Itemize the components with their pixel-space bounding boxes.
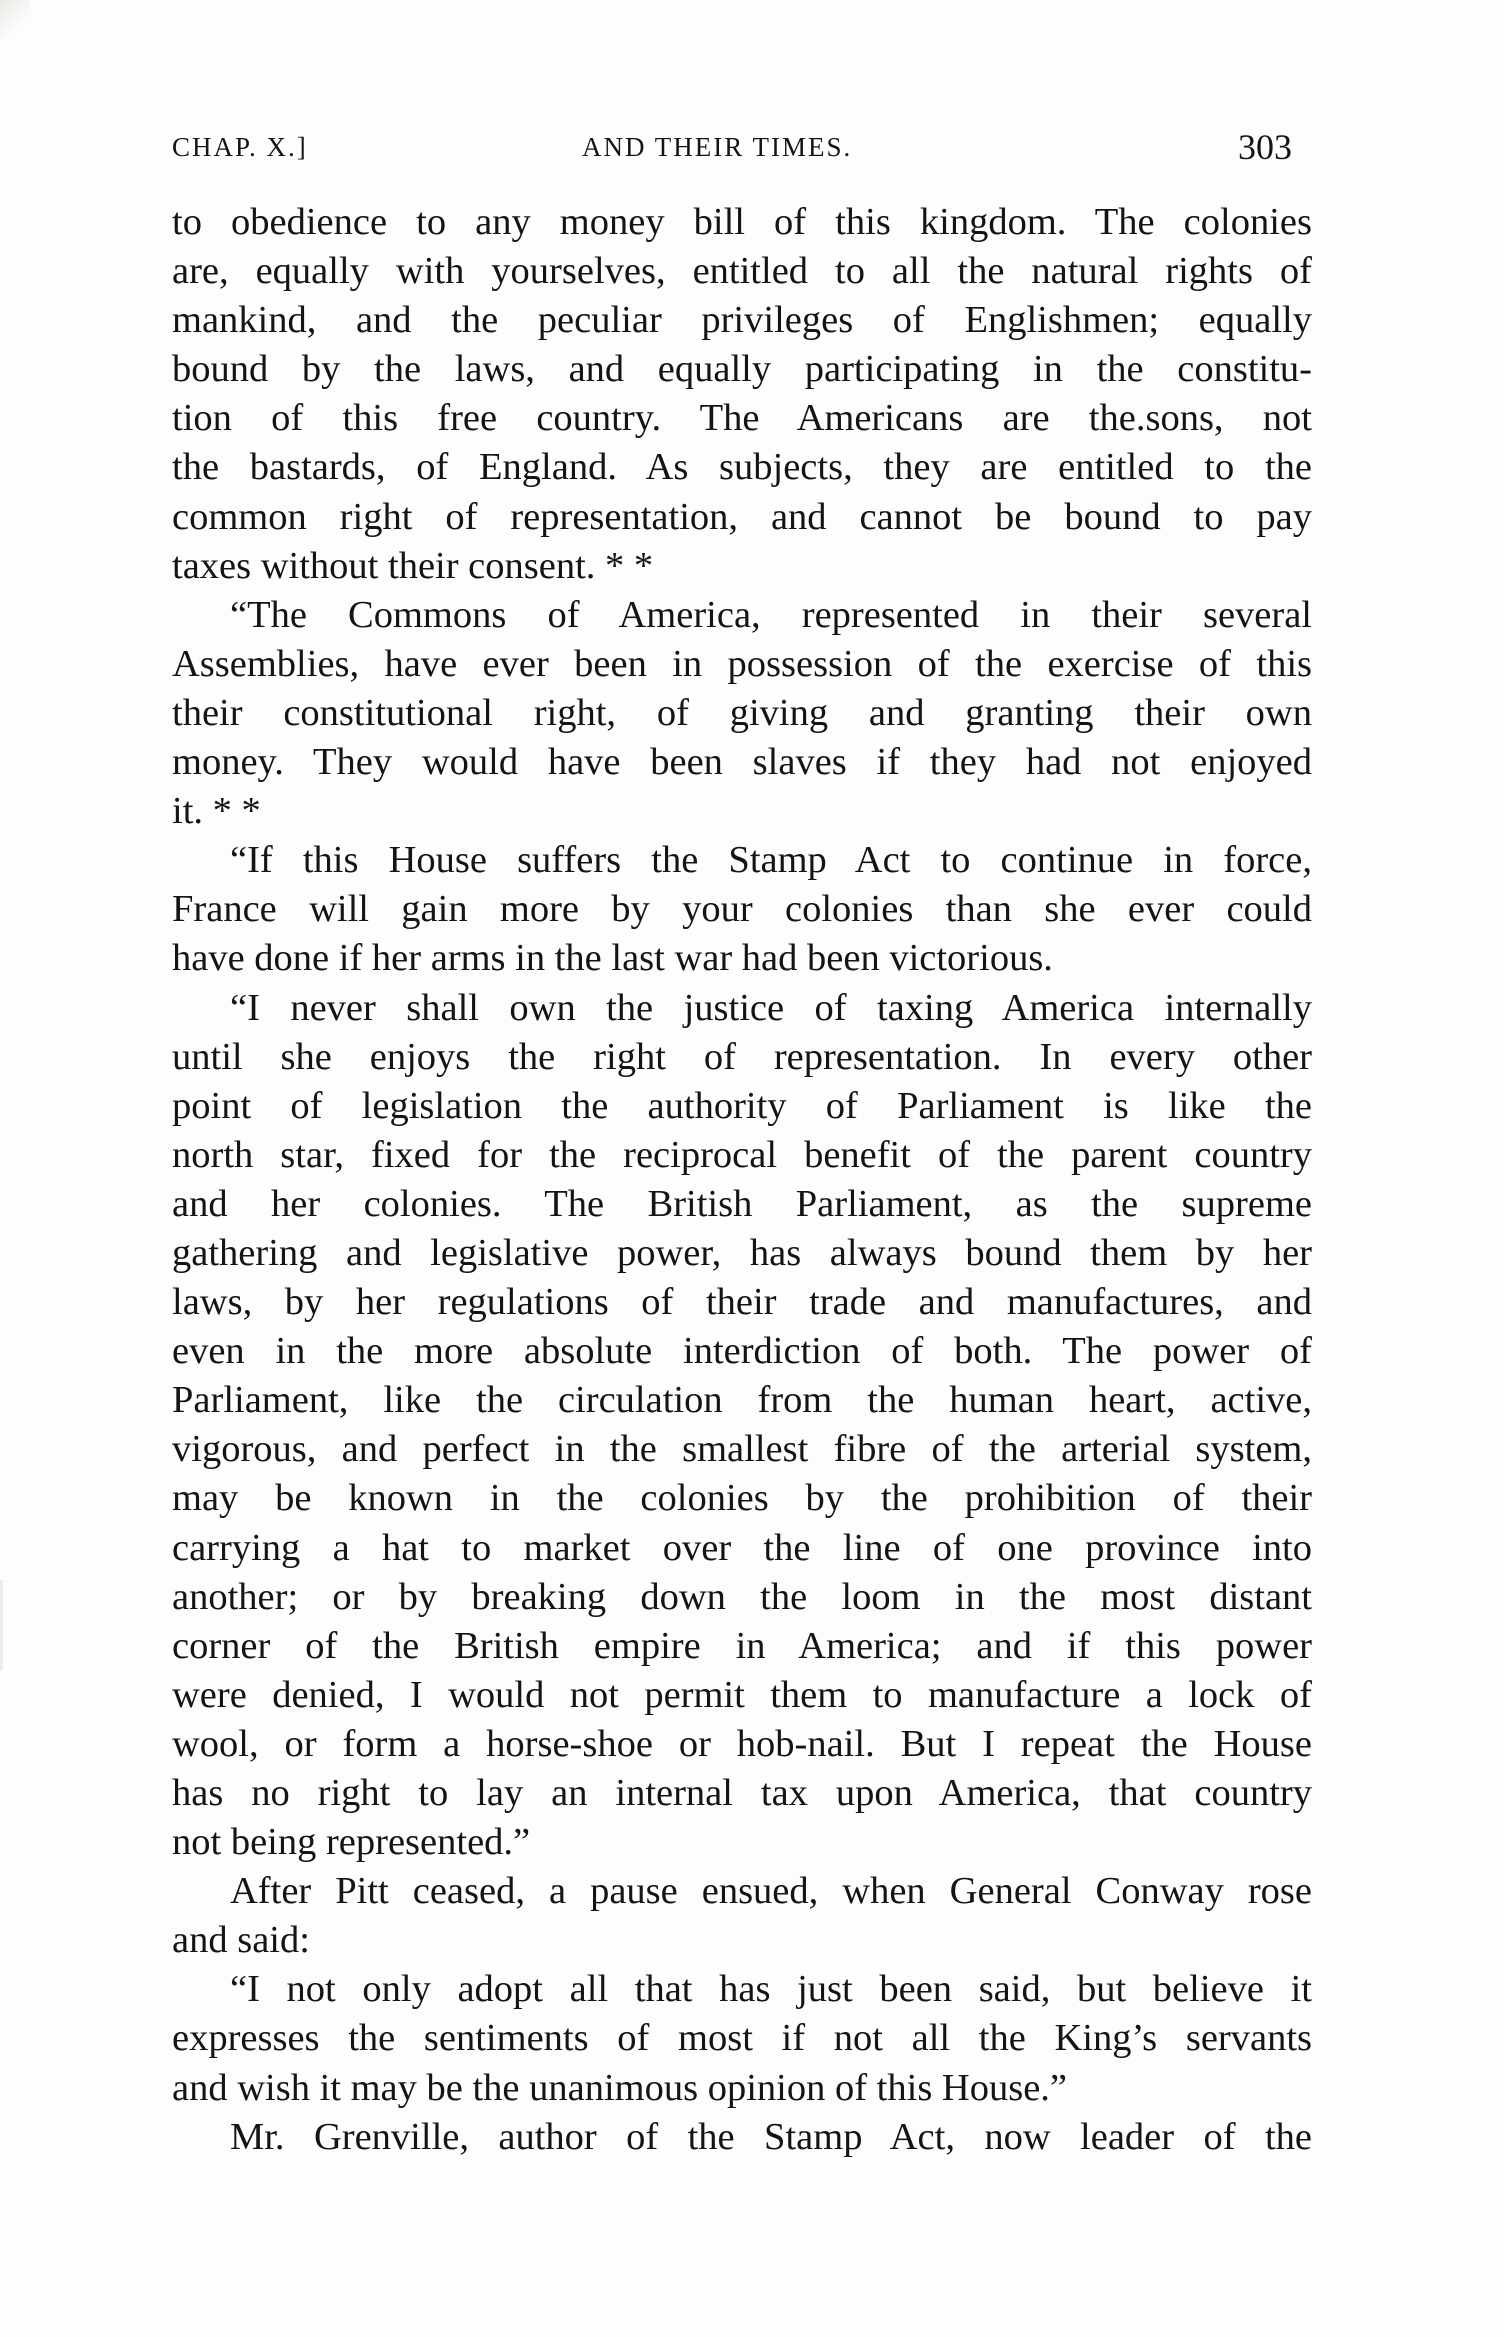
text-line: it. * * xyxy=(172,790,261,833)
text-line: their constitutional right, of giving and granting their own xyxy=(172,691,1312,734)
text-line: may be known in the colonies by the prohibition of their xyxy=(172,1477,1312,1520)
text-line: carrying a hat to market over the line of one province into xyxy=(172,1526,1312,1569)
text-line: After Pitt ceased, a pause ensued, when General Conway rose xyxy=(230,1870,1312,1913)
text-line: gathering and legislative power, has always bound them by her xyxy=(172,1231,1312,1274)
text-line: tion of this free country. The Americans are the.sons, not xyxy=(172,397,1312,440)
text-line: to obedience to any money bill of this kingdom. The colonies xyxy=(172,201,1312,243)
text-line: expresses the sentiments of most if not all the King’s servants xyxy=(172,2017,1312,2060)
text-line: has no right to lay an internal tax upon America, that country xyxy=(172,1772,1312,1814)
text-line: taxes without their consent. * * xyxy=(172,544,654,587)
running-title: AND THEIR TIMES. xyxy=(582,132,853,162)
running-header xyxy=(172,126,1312,176)
text-line: and her colonies. The British Parliament, as the supreme xyxy=(172,1182,1312,1225)
text-line: corner of the British empire in America; and if this power xyxy=(172,1624,1312,1667)
text-line: wool, or form a horse-shoe or hob-nail. But I repeat the House xyxy=(172,1722,1312,1765)
text-line: even in the more absolute interdiction of both. The power of xyxy=(172,1330,1312,1373)
text-line: “I not only adopt all that has just been said, but believe it xyxy=(230,1968,1312,2011)
text-line: have done if her arms in the last war had been victorious. xyxy=(172,937,1053,980)
text-line: common right of representation, and cannot be bound to pay xyxy=(172,495,1312,538)
text-line: and said: xyxy=(172,1919,310,1962)
page-number: 303 xyxy=(1238,127,1292,167)
text-line: point of legislation the authority of Parliament is like the xyxy=(172,1084,1312,1127)
text-line: “I never shall own the justice of taxing America internally xyxy=(230,986,1312,1029)
body-text xyxy=(172,198,1312,2162)
text-line: “The Commons of America, represented in their several xyxy=(230,593,1312,636)
text-line: Assemblies, have ever been in possession of the exercise of this xyxy=(172,642,1312,685)
text-line: Mr. Grenville, author of the Stamp Act, now leader of the xyxy=(230,2115,1312,2158)
text-line: vigorous, and perfect in the smallest fibre of the arterial system, xyxy=(172,1428,1312,1471)
text-line: Parliament, like the circulation from the human heart, active, xyxy=(172,1379,1312,1422)
text-line: the bastards, of England. As subjects, they are entitled to the xyxy=(172,446,1312,489)
text-line: not being represented.” xyxy=(172,1821,531,1864)
page-corner-scan-mark xyxy=(0,0,30,40)
text-line: laws, by her regulations of their trade and manufactures, and xyxy=(172,1281,1312,1324)
text-line: money. They would have been slaves if they had not enjoyed xyxy=(172,741,1312,784)
text-line: north star, fixed for the reciprocal benefit of the parent country xyxy=(172,1133,1312,1176)
text-line: France will gain more by your colonies than she ever could xyxy=(172,888,1312,931)
page-edge-scan-mark xyxy=(0,1580,3,1670)
text-line: another; or by breaking down the loom in the most distant xyxy=(172,1575,1312,1618)
chapter-label: CHAP. X.] xyxy=(172,132,308,162)
text-line: bound by the laws, and equally participating in the constitu- xyxy=(172,348,1312,391)
text-line: “If this House suffers the Stamp Act to continue in force, xyxy=(230,839,1312,882)
text-line: are, equally with yourselves, entitled to all the natural rights of xyxy=(172,250,1312,293)
text-line: mankind, and the peculiar privileges of Englishmen; equally xyxy=(172,299,1312,342)
text-line: were denied, I would not permit them to manufacture a lock of xyxy=(172,1673,1312,1716)
text-line: and wish it may be the unanimous opinion of this House.” xyxy=(172,2066,1068,2109)
text-line: until she enjoys the right of representation. In every other xyxy=(172,1035,1312,1078)
